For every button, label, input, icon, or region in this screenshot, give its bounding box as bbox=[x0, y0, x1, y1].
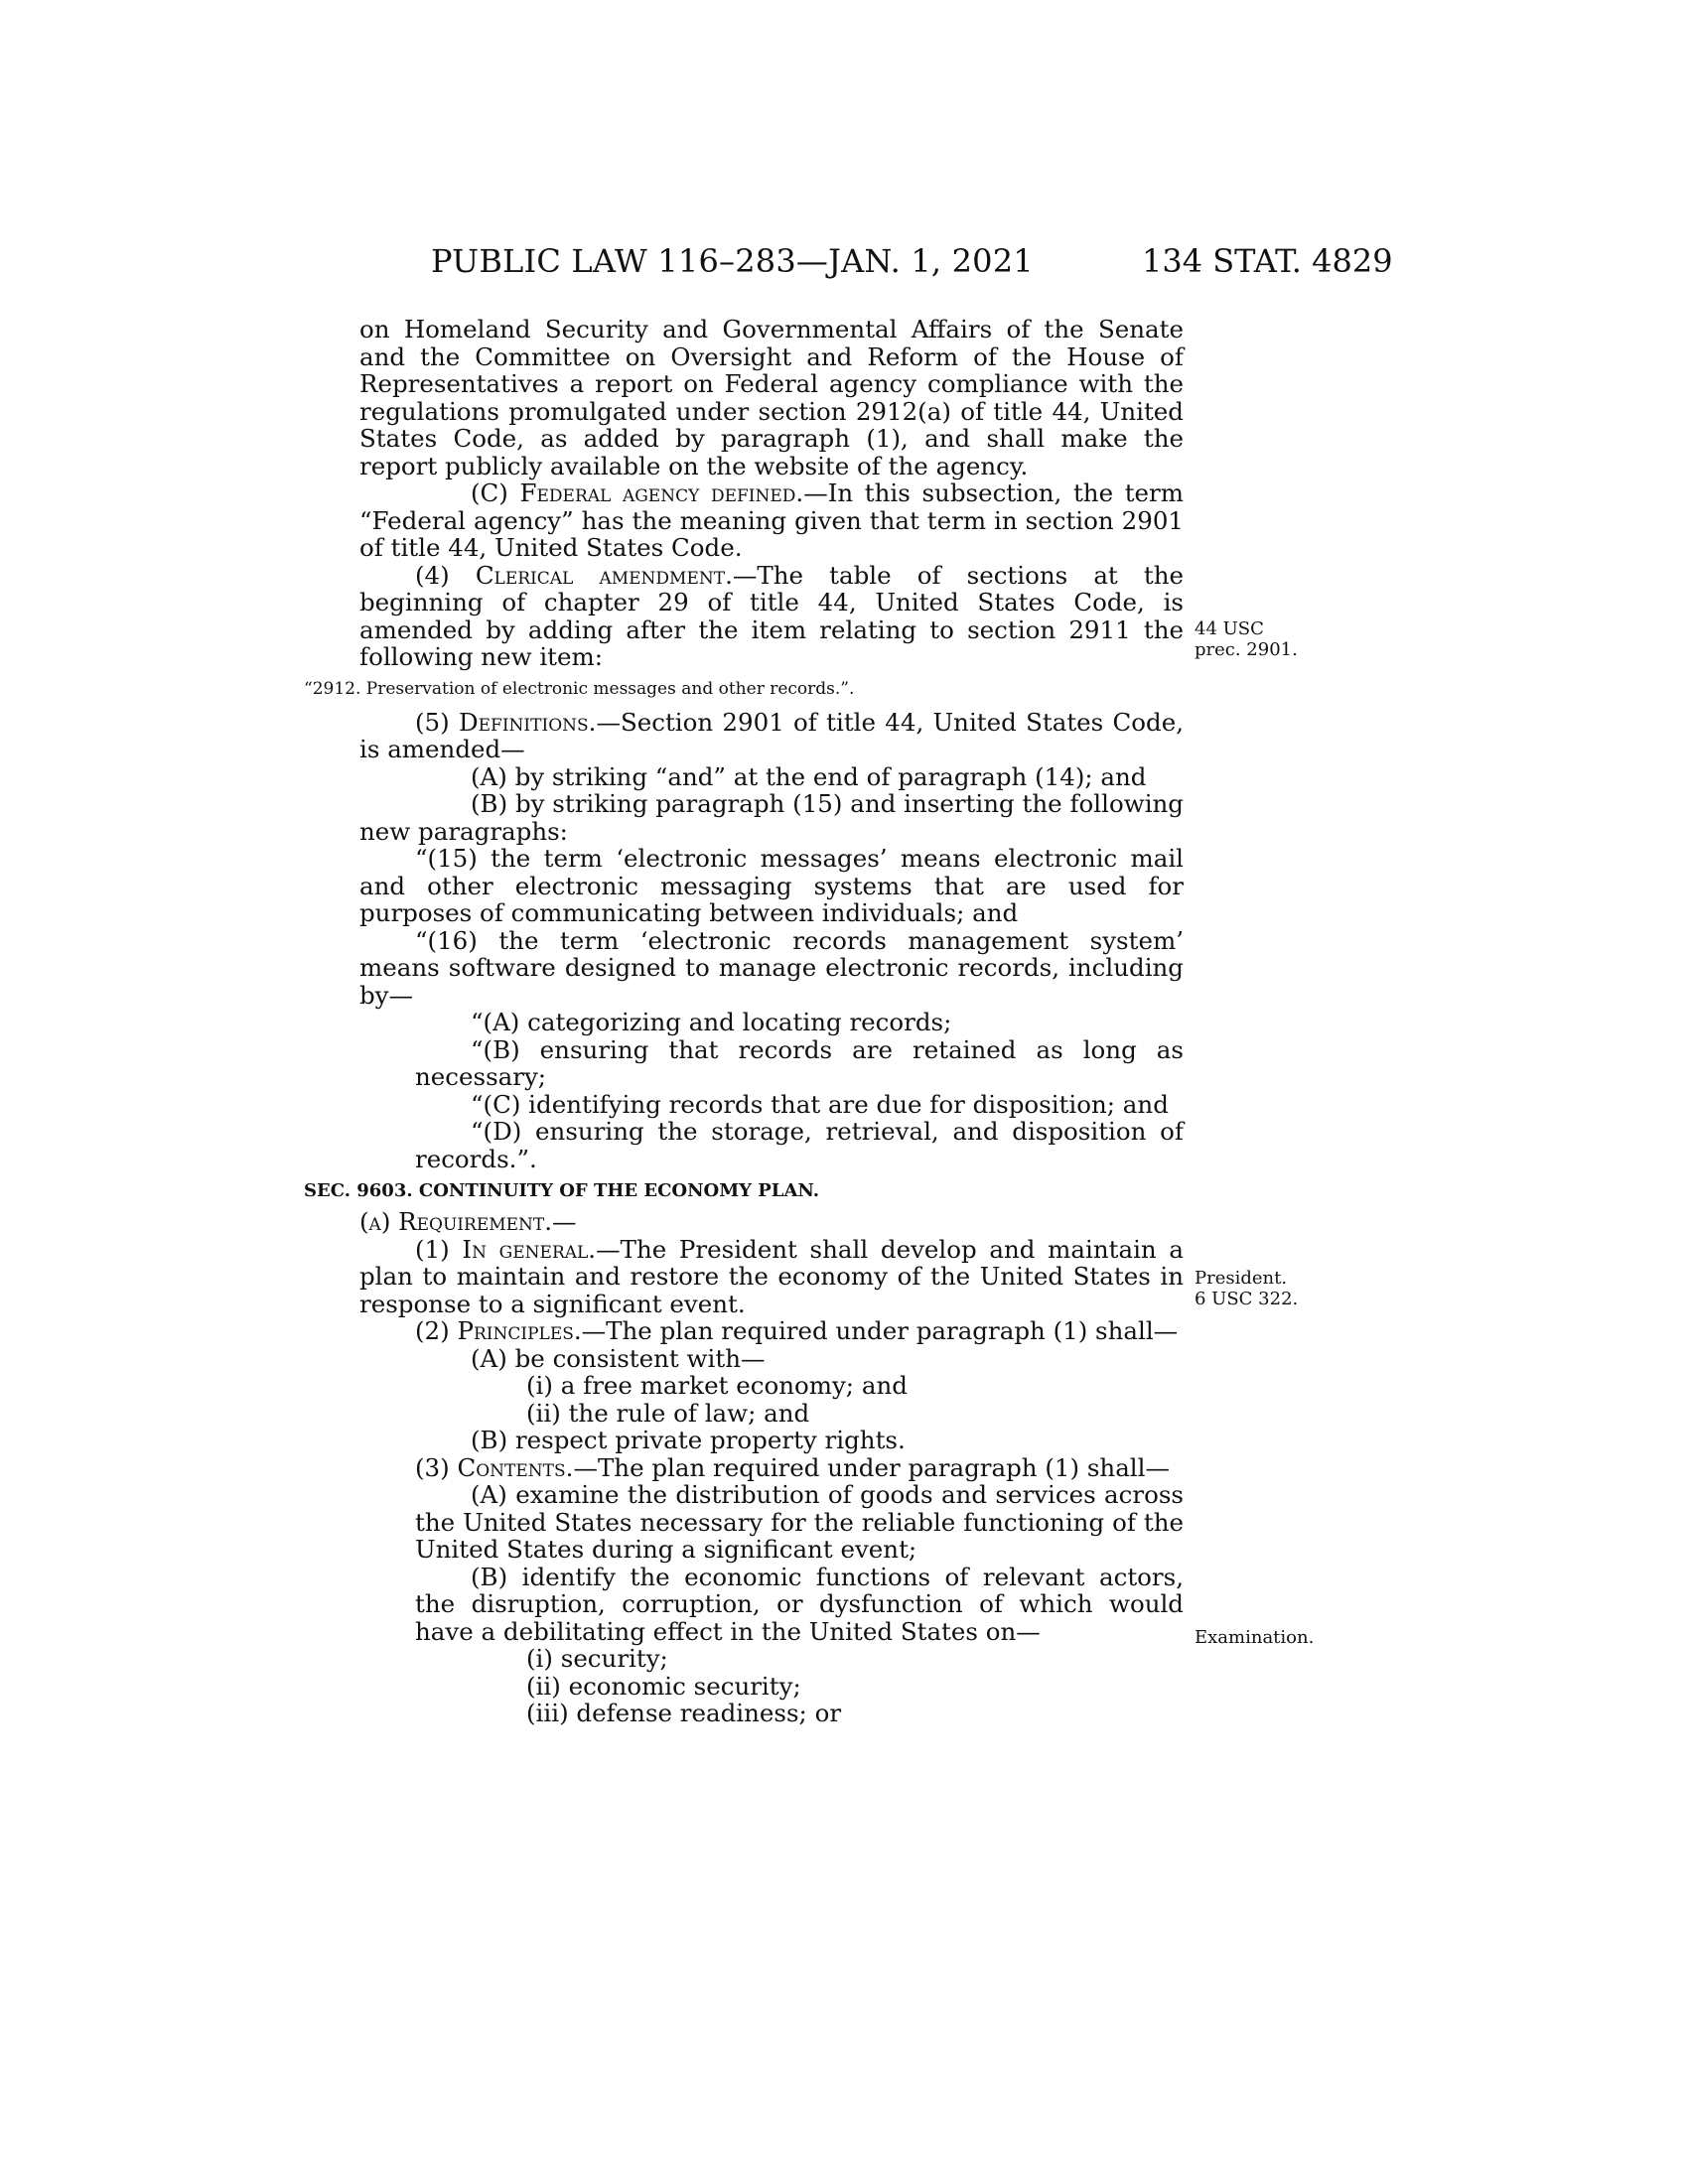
subsection-a-2-A: (A) be consistent with— bbox=[471, 1343, 766, 1373]
subsection-a-2-heading: (2) Principles. bbox=[415, 1316, 582, 1345]
subsection-a-3-B: (B) identify the economic functions of relevant actors, the disruption, corruption, or dysfunction of which would have a debilitating effect in the United States on— bbox=[415, 1562, 1184, 1646]
quoted-paragraph-16: “(16) the term ‘electronic records management system’ means software designed to manage electronic records, including by— bbox=[359, 925, 1184, 1010]
quoted-16-d: “(D) ensuring the storage, retrieval, and disposition of records.”. bbox=[415, 1117, 1184, 1173]
subsection-a-3-heading: (3) Contents. bbox=[415, 1452, 574, 1482]
paragraph-continued: on Homeland Security and Governmental Affairs of the Senate and the Committee on Oversight and Reform of the House of Representatives a report on Federal agency compliance with the regulations promulgated under section 2912(a) of title 44, United States Code, as added by paragraph (1), and shall make the report publicly available on the website of the agency. bbox=[359, 315, 1184, 480]
subsection-a-3-B-iii: (iii) defense readiness; or bbox=[526, 1699, 842, 1727]
paragraph-4-text: —The table of sections at the beginning of chapter 29 of title 44, United States Code, is amended by adding after the item relating to section 2911 the following new item: bbox=[359, 560, 1185, 671]
subsection-a-3-A: (A) examine the distribution of goods and services across the United States necessary for the reliable functioning of the United States during a significant event; bbox=[415, 1480, 1184, 1564]
paragraph-5 bbox=[359, 709, 1184, 763]
subsection-a-2-B: (B) respect private property rights. bbox=[471, 1426, 906, 1454]
section-heading: SEC. 9603. CONTINUITY OF THE ECONOMY PLAN. bbox=[304, 1180, 819, 1201]
statute-body bbox=[304, 315, 1185, 1727]
subsection-a-dash: — bbox=[552, 1207, 577, 1236]
paragraph-5-b: (B) by striking paragraph (15) and inserting the following new paragraphs: bbox=[359, 789, 1184, 846]
subsection-a bbox=[359, 1208, 1184, 1236]
quoted-16-a: “(A) categorizing and locating records; bbox=[471, 1008, 952, 1036]
subsection-a-1-text: —The President shall develop and maintain a plan to maintain and restore the economy of the United States in response to a significant event. bbox=[359, 1234, 1184, 1318]
margin-note-44-usc bbox=[1195, 618, 1353, 660]
subsection-a-3 bbox=[359, 1454, 1184, 1482]
subsection-a-2 bbox=[359, 1317, 1184, 1345]
running-header-title: PUBLIC LAW 116–283—JAN. 1, 2021 bbox=[431, 242, 1034, 280]
quoted-paragraph-15: “(15) the term ‘electronic messages’ means electronic mail and other electronic messaging systems that are used for purposes of communicating between individuals; and bbox=[359, 844, 1184, 927]
quoted-16-c: “(C) identifying records that are due for disposition; and bbox=[471, 1089, 1169, 1119]
margin-note-president bbox=[1195, 1268, 1353, 1309]
margin-note-44-usc-line1: 44 USC bbox=[1195, 618, 1264, 639]
subsection-a-3-text: —The plan required under paragraph (1) shall— bbox=[573, 1452, 1170, 1482]
paragraph-4 bbox=[359, 562, 1184, 671]
margin-note-president-line2: 6 USC 322. bbox=[1195, 1289, 1299, 1309]
table-of-sections-item: “2912. Preservation of electronic messages and other records.”. bbox=[304, 678, 855, 699]
subsection-a-1-heading: (1) In general. bbox=[415, 1234, 597, 1264]
subsection-a-3-B-i: (i) security; bbox=[526, 1644, 668, 1673]
subparagraph-c-heading: (C) Federal agency defined. bbox=[471, 478, 804, 507]
paragraph-5-a: (A) by striking “and” at the end of paragraph (14); and bbox=[471, 761, 1147, 791]
paragraph-5-heading: (5) Definitions. bbox=[415, 707, 597, 737]
subsection-a-3-B-ii: (ii) economic security; bbox=[526, 1671, 801, 1701]
subsection-a-2-A-i: (i) a free market economy; and bbox=[526, 1371, 908, 1400]
subsection-a-2-A-ii: (ii) the rule of law; and bbox=[526, 1398, 810, 1428]
paragraph-4-heading: (4) Clerical amendment. bbox=[415, 560, 733, 590]
subparagraph-c bbox=[359, 479, 1184, 562]
subparagraph-c-text: —In this subsection, the term “Federal agency” has the meaning given that term in section 2901 of title 44, United States Code. bbox=[359, 478, 1184, 562]
paragraph-5-text: —Section 2901 of title 44, United States Code, is amended— bbox=[359, 707, 1184, 763]
margin-note-president-line1: President. bbox=[1195, 1268, 1288, 1289]
subsection-a-1 bbox=[359, 1236, 1184, 1318]
subsection-a-2-text: —The plan required under paragraph (1) shall— bbox=[581, 1316, 1179, 1345]
margin-note-examination: Examination. bbox=[1195, 1627, 1315, 1648]
subsection-a-heading: (a) Requirement. bbox=[359, 1207, 553, 1236]
page-number: 134 STAT. 4829 bbox=[1142, 242, 1393, 280]
margin-note-44-usc-line2: prec. 2901. bbox=[1195, 639, 1298, 660]
quoted-16-b: “(B) ensuring that records are retained as long as necessary; bbox=[415, 1034, 1184, 1091]
